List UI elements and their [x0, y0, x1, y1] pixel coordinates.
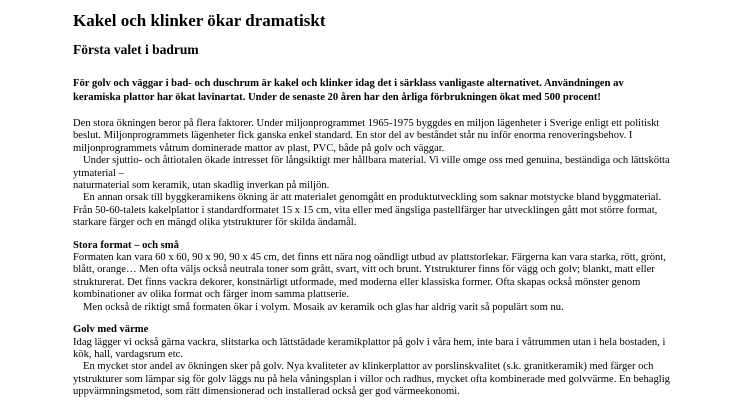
article-title: Kakel och klinker ökar dramatiskt — [73, 11, 326, 30]
paragraph-causes: Den stora ökningen beror på flera faktorer. Under miljonprogrammet 1965-1975 byggdes en miljon lägenheter i Sverige enligt ett politiskt beslut. Miljonprogrammets lägenheter fick ganska enkel standard. En stor del av beståndet står nu inför enorma renoveringsbehov. I miljonprogrammets våtrum dominerade mattor av plast, PVC, både på golv och väggar. — [73, 118, 660, 154]
article-subtitle: Första valet i badrum — [73, 42, 199, 57]
paragraph-formats: Formaten kan vara 60 x 60, 90 x 90, 90 x 45 cm, det finns ett nära nog oändligt utbud av plattstorlekar. Färgerna kan vara starka, rött, grönt, blått, orange… Men ofta väljs också neutrala toner som grått, svart, vitt och brunt. Ytstrukturer finns för vägg och golv; blankt, matt eller strukturerat. Det finns vackra dekorer, konstnärligt utformade, med moderna eller klassiska former. Ofta skapas också mönster genom kombinationer av olika format och färger inom samma plattserie. — [73, 252, 666, 301]
paragraph-granite-ceramics: En mycket stor andel av ökningen sker på golv. Nya kvaliteter av klinkerplattor av porslinskvalitet (s.k. granitkeramik) med färger och ytstrukturer som lämpar sig för golv läggs nu på hela våningsplan i villor och radhus, mycket ofta kombinerade med golvvärme. En behaglig uppvärmningsmetod, som rätt dimensionerad och installerad också ger god värmeekonomi. — [73, 361, 670, 398]
paragraph-mosaic: Men också de riktigt små formaten ökar i volym. Mosaik av keramik och glas har aldrig varit så populärt som nu. — [83, 301, 564, 313]
paragraph-floors: Idag lägger vi också gärna vackra, slitstarka och lättstädade keramikplattor på golv i våra hem, inte bara i våtrummen utan i hela bostaden, i kök, hall, vardagsrum etc. — [73, 336, 666, 360]
paragraph-natural-materials: naturmaterial som keramik, utan skadlig inverkan på miljön. — [73, 180, 330, 192]
article-lead: För golv och väggar i bad- och duschrum är kakel och klinker idag det i särklass vanligaste alternativet. Användningen av keramiska plattor har ökat lavinartat. Under de senaste 20 åren har den årliga förbrukningen ökat med 500 procent! — [73, 78, 624, 103]
article — [73, 10, 673, 399]
section-heading-floor-heating: Golv med värme — [73, 324, 149, 336]
section-heading-formats: Stora format – och små — [73, 239, 179, 251]
paragraph-seventies: Under sjuttio- och åttiotalen ökade intresset för långsiktigt mer hållbara material. Vi ville omge oss med genuina, beständiga och lättskötta ytmaterial – — [73, 155, 670, 179]
paragraph-product-development: En annan orsak till byggkeramikens ökning är att materialet genomgått en produktutveckling som saknar motstycke bland byggmaterial. Från 50-60-talets kakelplattor i standardformatet 15 x 15 cm, vita eller med ängsliga pastellfärger har utvecklingen gått mot större format, starkare färger och en mängd olika ytstrukturer för skilda ändamål. — [73, 192, 662, 229]
